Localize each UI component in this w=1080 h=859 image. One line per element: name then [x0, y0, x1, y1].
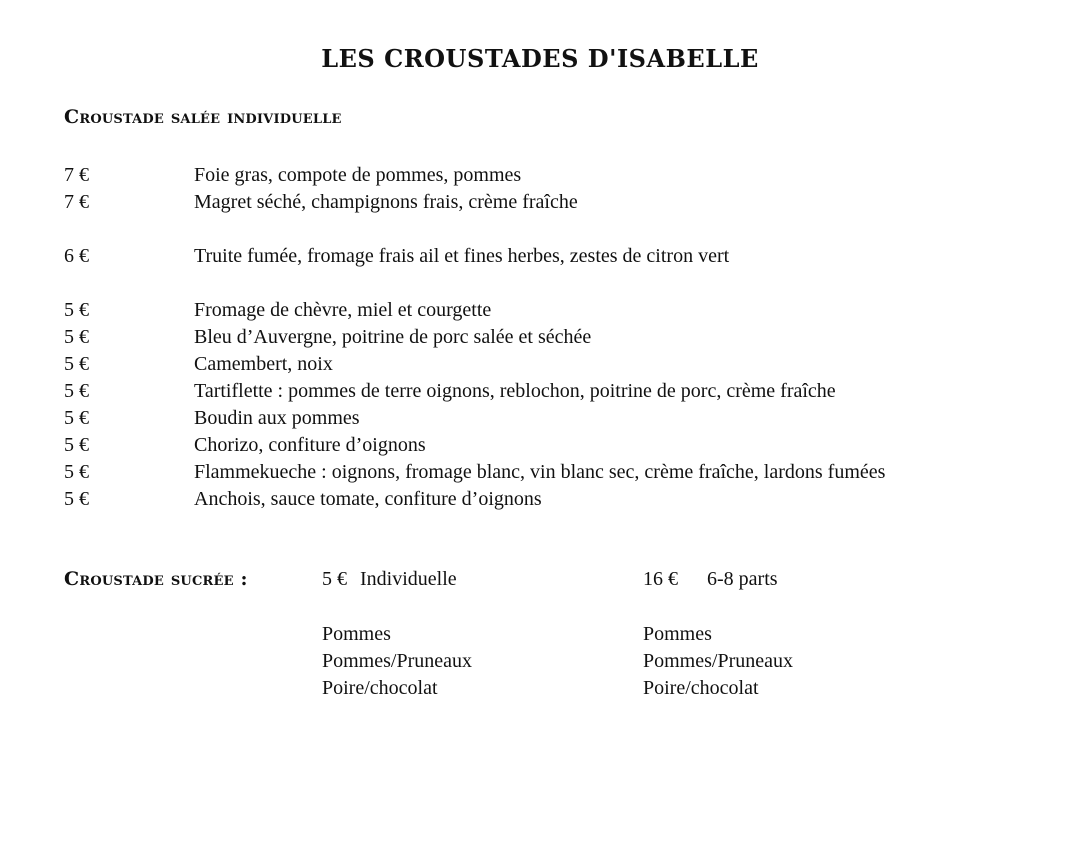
- sweet-individual-label: Individuelle: [360, 568, 457, 590]
- flavor-item: Pommes: [643, 623, 712, 645]
- sweet-shared-column: [643, 566, 793, 702]
- item-price: 5 €: [64, 380, 89, 402]
- sweet-individual-header: [322, 566, 472, 593]
- item-description: Flammekueche : oignons, fromage blanc, vin blanc sec, crème fraîche, lardons fumées: [194, 461, 886, 483]
- item-price: 5 €: [64, 353, 89, 375]
- menu-item: [64, 324, 1054, 351]
- item-price: 7 €: [64, 191, 89, 213]
- flavor-item: Poire/chocolat: [643, 677, 759, 699]
- sweet-section-heading: Croustade sucrée :: [64, 568, 248, 590]
- menu-item: [64, 351, 1054, 378]
- item-price: 5 €: [64, 407, 89, 429]
- menu-item: [64, 162, 1054, 189]
- item-description: Anchois, sauce tomate, confiture d’oignons: [194, 488, 542, 510]
- sweet-shared-label: 6-8 parts: [707, 568, 778, 590]
- menu-item: [64, 432, 1054, 459]
- item-price: 5 €: [64, 326, 89, 348]
- item-price: 5 €: [64, 461, 89, 483]
- flavor-item: Pommes/Pruneaux: [643, 650, 793, 672]
- sweet-individual-flavor-list: [322, 621, 472, 702]
- item-price: 5 €: [64, 488, 89, 510]
- sweet-individual-price: 5 €: [322, 568, 347, 590]
- item-description: Chorizo, confiture d’oignons: [194, 434, 426, 456]
- item-price: 7 €: [64, 164, 89, 186]
- menu-item: [64, 297, 1054, 324]
- menu-item: [64, 459, 1054, 486]
- item-price: 5 €: [64, 434, 89, 456]
- menu-item: [64, 243, 1054, 270]
- item-description: Boudin aux pommes: [194, 407, 360, 429]
- item-description: Foie gras, compote de pommes, pommes: [194, 164, 522, 186]
- item-description: Bleu d’Auvergne, poitrine de porc salée et séchée: [194, 326, 592, 348]
- menu-item: [64, 405, 1054, 432]
- savory-item-list: [64, 162, 1054, 513]
- menu-item: [64, 486, 1054, 513]
- menu-item: [64, 378, 1054, 405]
- savory-section-heading: Croustade salée individuelle: [64, 106, 342, 128]
- menu-item: [64, 189, 1054, 216]
- item-description: Magret séché, champignons frais, crème fraîche: [194, 191, 578, 213]
- item-description: Fromage de chèvre, miel et courgette: [194, 299, 492, 321]
- sweet-individual-column: [322, 566, 472, 702]
- item-price: 5 €: [64, 299, 89, 321]
- flavor-item: Pommes/Pruneaux: [322, 650, 472, 672]
- item-price: 6 €: [64, 245, 89, 267]
- item-description: Tartiflette : pommes de terre oignons, reblochon, poitrine de porc, crème fraîche: [194, 380, 836, 402]
- menu-title: LES CROUSTADES D'ISABELLE: [321, 44, 759, 73]
- sweet-shared-flavor-list: [643, 621, 793, 702]
- item-description: Camembert, noix: [194, 353, 333, 375]
- item-description: Truite fumée, fromage frais ail et fines herbes, zestes de citron vert: [194, 245, 730, 267]
- sweet-shared-header: [643, 566, 793, 593]
- flavor-item: Pommes: [322, 623, 391, 645]
- flavor-item: Poire/chocolat: [322, 677, 438, 699]
- sweet-shared-price: 16 €: [643, 568, 678, 590]
